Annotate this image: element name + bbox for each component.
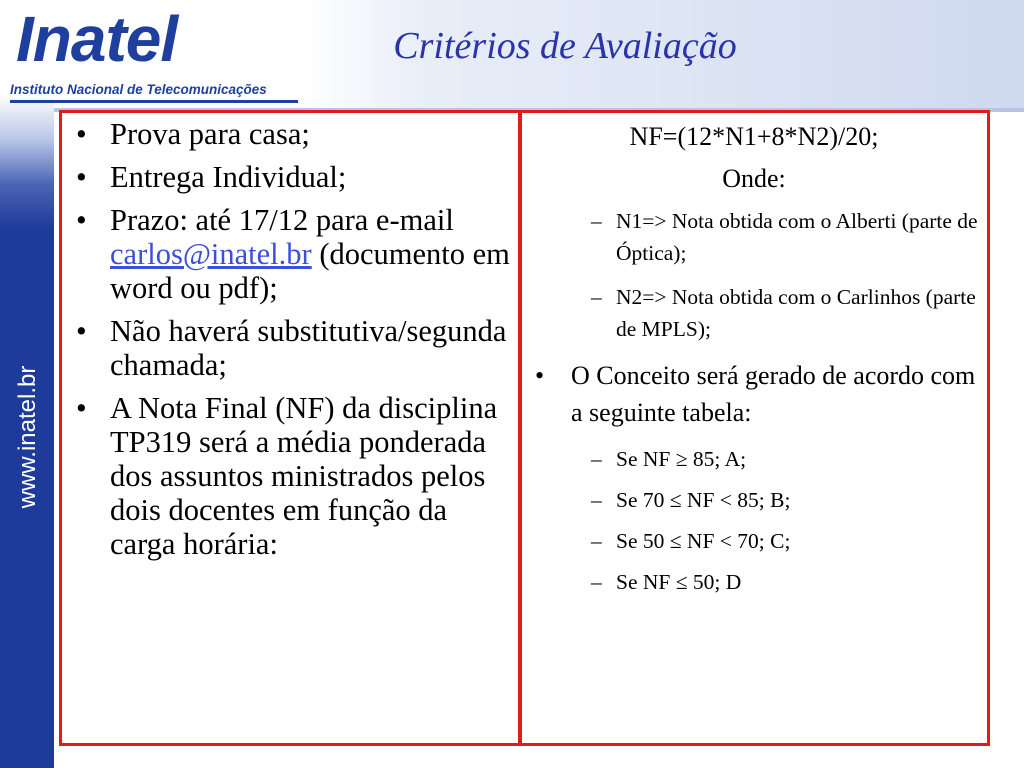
bullet-text: Prazo: até 17/12 para e-mail <box>110 203 454 237</box>
formula: NF=(12*N1+8*N2)/20; <box>629 122 879 151</box>
list-item <box>62 117 515 151</box>
left-content-box <box>59 110 522 746</box>
list-item <box>62 314 515 382</box>
logo-wordmark: Inatel <box>16 3 178 75</box>
list-item <box>62 160 515 194</box>
list-item <box>62 203 515 305</box>
concept-bullet: • O Conceito será gerado de acordo com a seguinte tabela: <box>521 357 987 431</box>
logo-subtitle: Instituto Nacional de Telecomunicações <box>10 82 267 97</box>
bullet-text: (documento em word ou pdf); <box>110 237 510 305</box>
left-bullet-list <box>62 117 515 561</box>
sidebar-url: www.inatel.br <box>14 365 41 509</box>
list-item: – N1=> Nota obtida com o Alberti (parte de Óptica); <box>521 205 987 269</box>
slide-title: Critérios de Avaliação <box>393 25 737 67</box>
list-item: – Se NF ≥ 85; A; <box>521 443 987 475</box>
bullet-text: Não haverá substitutiva/segunda chamada; <box>110 314 507 382</box>
onde-label: Onde: <box>722 164 786 193</box>
bullet-text: Entrega Individual; <box>110 160 347 194</box>
bullet-text: Prova para casa; <box>110 117 310 151</box>
grade-list <box>521 443 987 598</box>
logo-underline <box>10 100 298 103</box>
definition-list <box>521 205 987 345</box>
list-item: – N2=> Nota obtida com o Carlinhos (parte de MPLS); <box>521 281 987 345</box>
list-item: – Se NF ≤ 50; D <box>521 566 987 598</box>
right-content-box <box>518 110 990 746</box>
email-link[interactable]: carlos@inatel.br <box>110 237 312 271</box>
list-item <box>62 391 515 561</box>
list-item: – Se 50 ≤ NF < 70; C; <box>521 525 987 557</box>
bullet-text: A Nota Final (NF) da disciplina TP319 será a média ponderada dos assuntos ministrados pelos dois docentes em função da carga horária: <box>110 391 498 561</box>
left-sidebar <box>0 0 54 768</box>
sidebar-url-container <box>6 352 50 522</box>
list-item: – Se 70 ≤ NF < 85; B; <box>521 484 987 516</box>
